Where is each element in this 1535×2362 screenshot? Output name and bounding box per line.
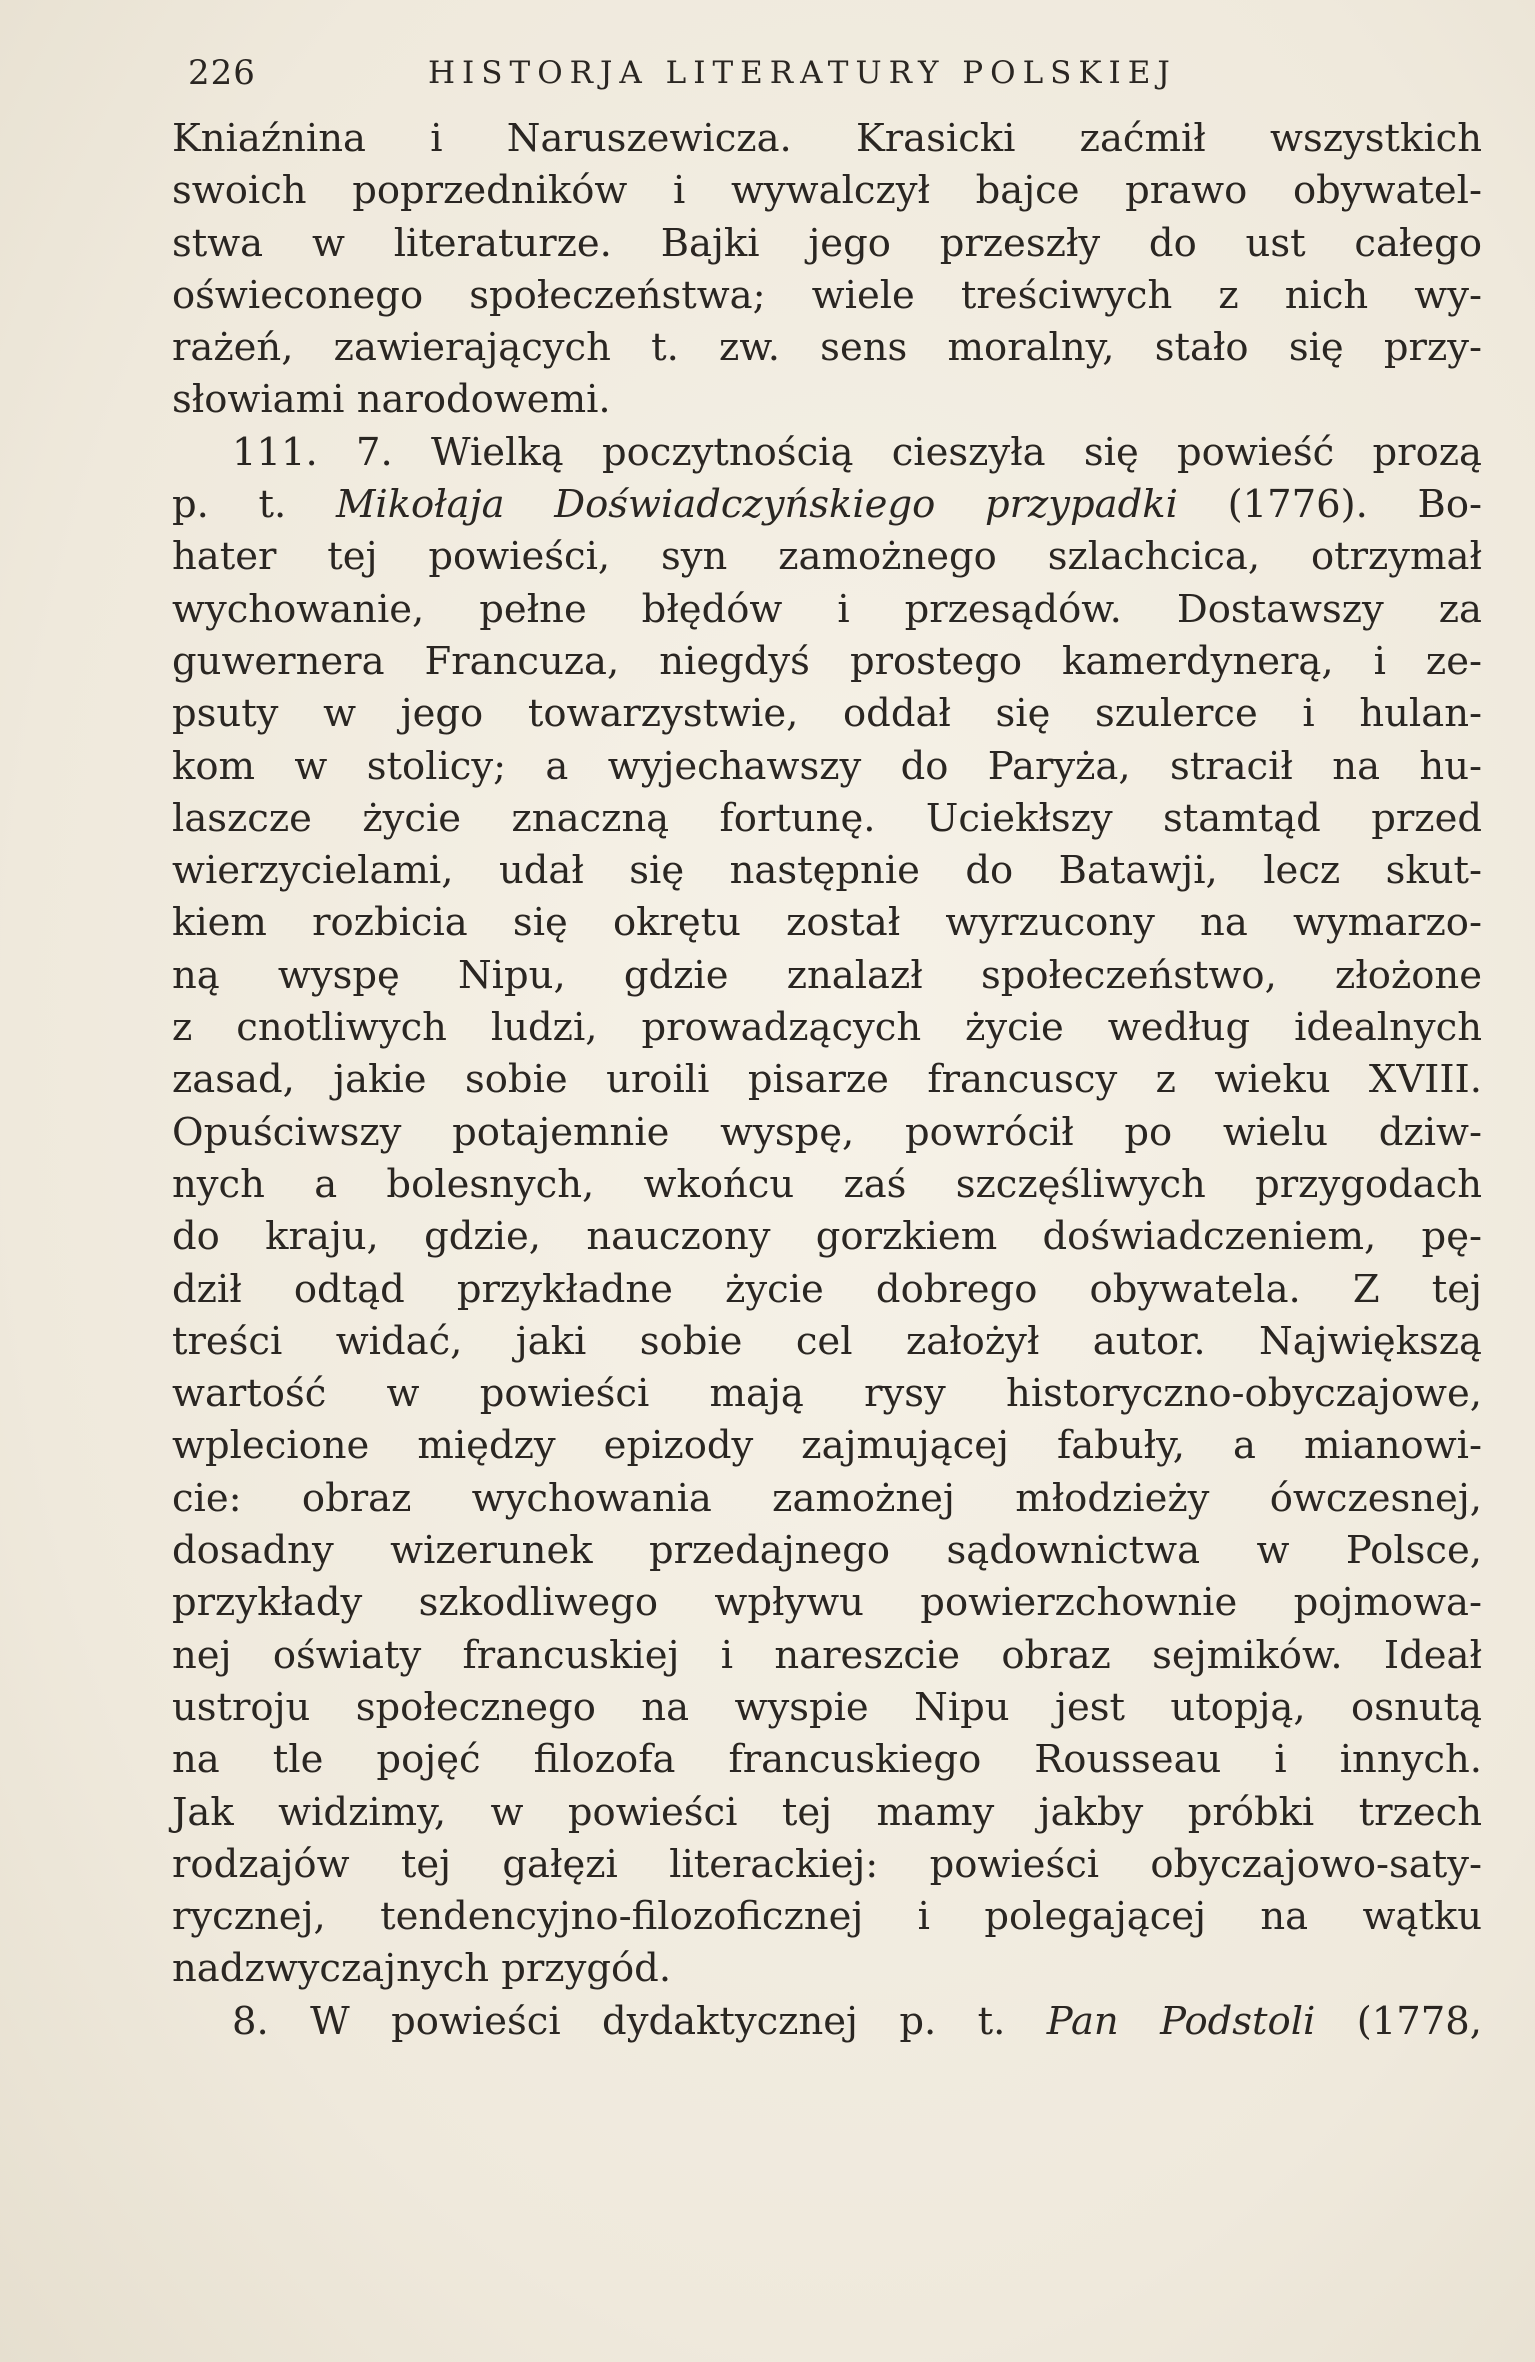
- body-text: [172, 113, 1482, 2048]
- text-segment: laszcze życie znaczną fortunę. Uciekłszy stamtąd przed: [172, 795, 1482, 841]
- text-line: [172, 427, 1482, 479]
- text-segment: nadzwyczajnych przygód.: [172, 1946, 672, 1992]
- text-segment: dził odtąd przykładne życie dobrego obywatela. Z tej: [172, 1266, 1482, 1312]
- text-line: [172, 531, 1482, 583]
- page-header: [188, 48, 1478, 98]
- running-title: HISTORJA LITERATURY POLSKIEJ: [428, 55, 1177, 91]
- text-line: [172, 1264, 1482, 1316]
- text-segment: Kniaźnina i Naruszewicza. Krasicki zaćmił wszystkich: [172, 116, 1482, 161]
- text-line: [172, 1943, 1482, 1995]
- text-line: [172, 374, 1482, 426]
- text-line: [172, 1002, 1482, 1054]
- italic-title: Mikołaja Doświadczyńskiego przypadki: [335, 482, 1178, 528]
- text-line: [172, 1891, 1482, 1943]
- text-segment: Opuściwszy potajemnie wyspę, powrócił po wielu dziw-: [172, 1109, 1482, 1155]
- text-line: [172, 688, 1482, 740]
- text-segment: 8. W powieści dydaktycznej p. t.: [232, 1998, 1047, 2044]
- text-line: [172, 479, 1482, 531]
- text-line: [172, 165, 1482, 217]
- text-segment: ustroju społecznego na wyspie Nipu jest utopją, osnutą: [172, 1684, 1482, 1730]
- text-segment: stwa w literaturze. Bajki jego przeszły do ust całego: [172, 220, 1482, 266]
- text-segment: wplecione między epizody zajmującej fabuły, a mianowi-: [172, 1423, 1482, 1469]
- text-segment: na tle pojęć filozofa francuskiego Rousseau i innych.: [172, 1737, 1482, 1783]
- text-line: [172, 950, 1482, 1002]
- text-segment: psuty w jego towarzystwie, oddał się szulerce i hulan-: [172, 691, 1482, 737]
- text-line: [172, 1839, 1482, 1891]
- text-segment: rażeń, zawierających t. zw. sens moralny, stało się przy-: [172, 325, 1482, 371]
- text-line: [172, 741, 1482, 793]
- text-line: [172, 1159, 1482, 1211]
- text-line: [172, 322, 1482, 374]
- text-line: [172, 1473, 1482, 1525]
- text-segment: cie: obraz wychowania zamożnej młodzieży ówczesnej,: [172, 1475, 1482, 1521]
- text-segment: (1776). Bo-: [1177, 482, 1483, 528]
- text-segment: rycznej, tendencyjno-filozoficznej i polegającej na wątku: [172, 1894, 1482, 1940]
- page-number: 226: [188, 53, 256, 93]
- text-line: [172, 1630, 1482, 1682]
- text-segment: przykłady szkodliwego wpływu powierzchownie pojmowa-: [172, 1580, 1482, 1626]
- text-line: [172, 1682, 1482, 1734]
- text-line: [172, 845, 1482, 897]
- text-line: [172, 1368, 1482, 1420]
- text-segment: słowiami narodowemi.: [172, 377, 611, 423]
- text-line: [172, 218, 1482, 270]
- text-line: [172, 897, 1482, 949]
- italic-title: Pan Podstoli: [1046, 1998, 1316, 2044]
- text-segment: hater tej powieści, syn zamożnego szlachcica, otrzymał: [172, 534, 1482, 580]
- text-segment: do kraju, gdzie, nauczony gorzkiem doświadczeniem, pę-: [172, 1214, 1482, 1260]
- text-line: [172, 1996, 1482, 2048]
- text-line: [172, 1734, 1482, 1786]
- text-line: [172, 793, 1482, 845]
- text-line: [172, 1054, 1482, 1106]
- text-segment: guwernera Francuza, niegdyś prostego kamerdynerą, i ze-: [172, 638, 1482, 684]
- text-segment: ną wyspę Nipu, gdzie znalazł społeczeństwo, złożone: [172, 952, 1482, 998]
- text-line: [172, 1107, 1482, 1159]
- text-line: [172, 1577, 1482, 1629]
- text-segment: kiem rozbicia się okrętu został wyrzucony na wymarzo-: [172, 900, 1482, 946]
- text-line: [172, 1787, 1482, 1839]
- text-segment: wychowanie, pełne błędów i przesądów. Dostawszy za: [172, 586, 1482, 632]
- text-segment: treści widać, jaki sobie cel założył autor. Największą: [172, 1318, 1482, 1364]
- text-segment: dosadny wizerunek przedajnego sądownictwa w Polsce,: [172, 1528, 1482, 1574]
- text-segment: wartość w powieści mają rysy historyczno-obyczajowe,: [172, 1371, 1482, 1417]
- text-line: [172, 113, 1482, 165]
- text-segment: 111. 7. Wielką poczytnością cieszyła się powieść prozą: [232, 429, 1482, 475]
- text-segment: p. t.: [172, 482, 336, 528]
- text-line: [172, 1211, 1482, 1263]
- text-segment: wierzycielami, udał się następnie do Batawji, lecz skut-: [172, 848, 1482, 894]
- text-line: [172, 636, 1482, 688]
- text-segment: oświeconego społeczeństwa; wiele treściwych z nich wy-: [172, 272, 1482, 318]
- text-line: [172, 584, 1482, 636]
- text-segment: z cnotliwych ludzi, prowadzących życie według idealnych: [172, 1005, 1482, 1051]
- text-segment: zasad, jakie sobie uroili pisarze francuscy z wieku XVIII.: [172, 1057, 1482, 1103]
- text-segment: (1778,: [1315, 1998, 1482, 2044]
- text-line: [172, 1420, 1482, 1472]
- text-line: [172, 1316, 1482, 1368]
- text-segment: nych a bolesnych, wkońcu zaś szczęśliwych przygodach: [172, 1161, 1482, 1207]
- text-line: [172, 1525, 1482, 1577]
- text-segment: kom w stolicy; a wyjechawszy do Paryża, stracił na hu-: [172, 743, 1482, 789]
- text-line: [172, 270, 1482, 322]
- text-segment: Jak widzimy, w powieści tej mamy jakby próbki trzech: [172, 1789, 1482, 1835]
- text-segment: rodzajów tej gałęzi literackiej: powieści obyczajowo-saty-: [172, 1841, 1482, 1887]
- text-segment: nej oświaty francuskiej i nareszcie obraz sejmików. Ideał: [172, 1632, 1482, 1678]
- text-segment: swoich poprzedników i wywalczył bajce prawo obywatel-: [172, 168, 1482, 214]
